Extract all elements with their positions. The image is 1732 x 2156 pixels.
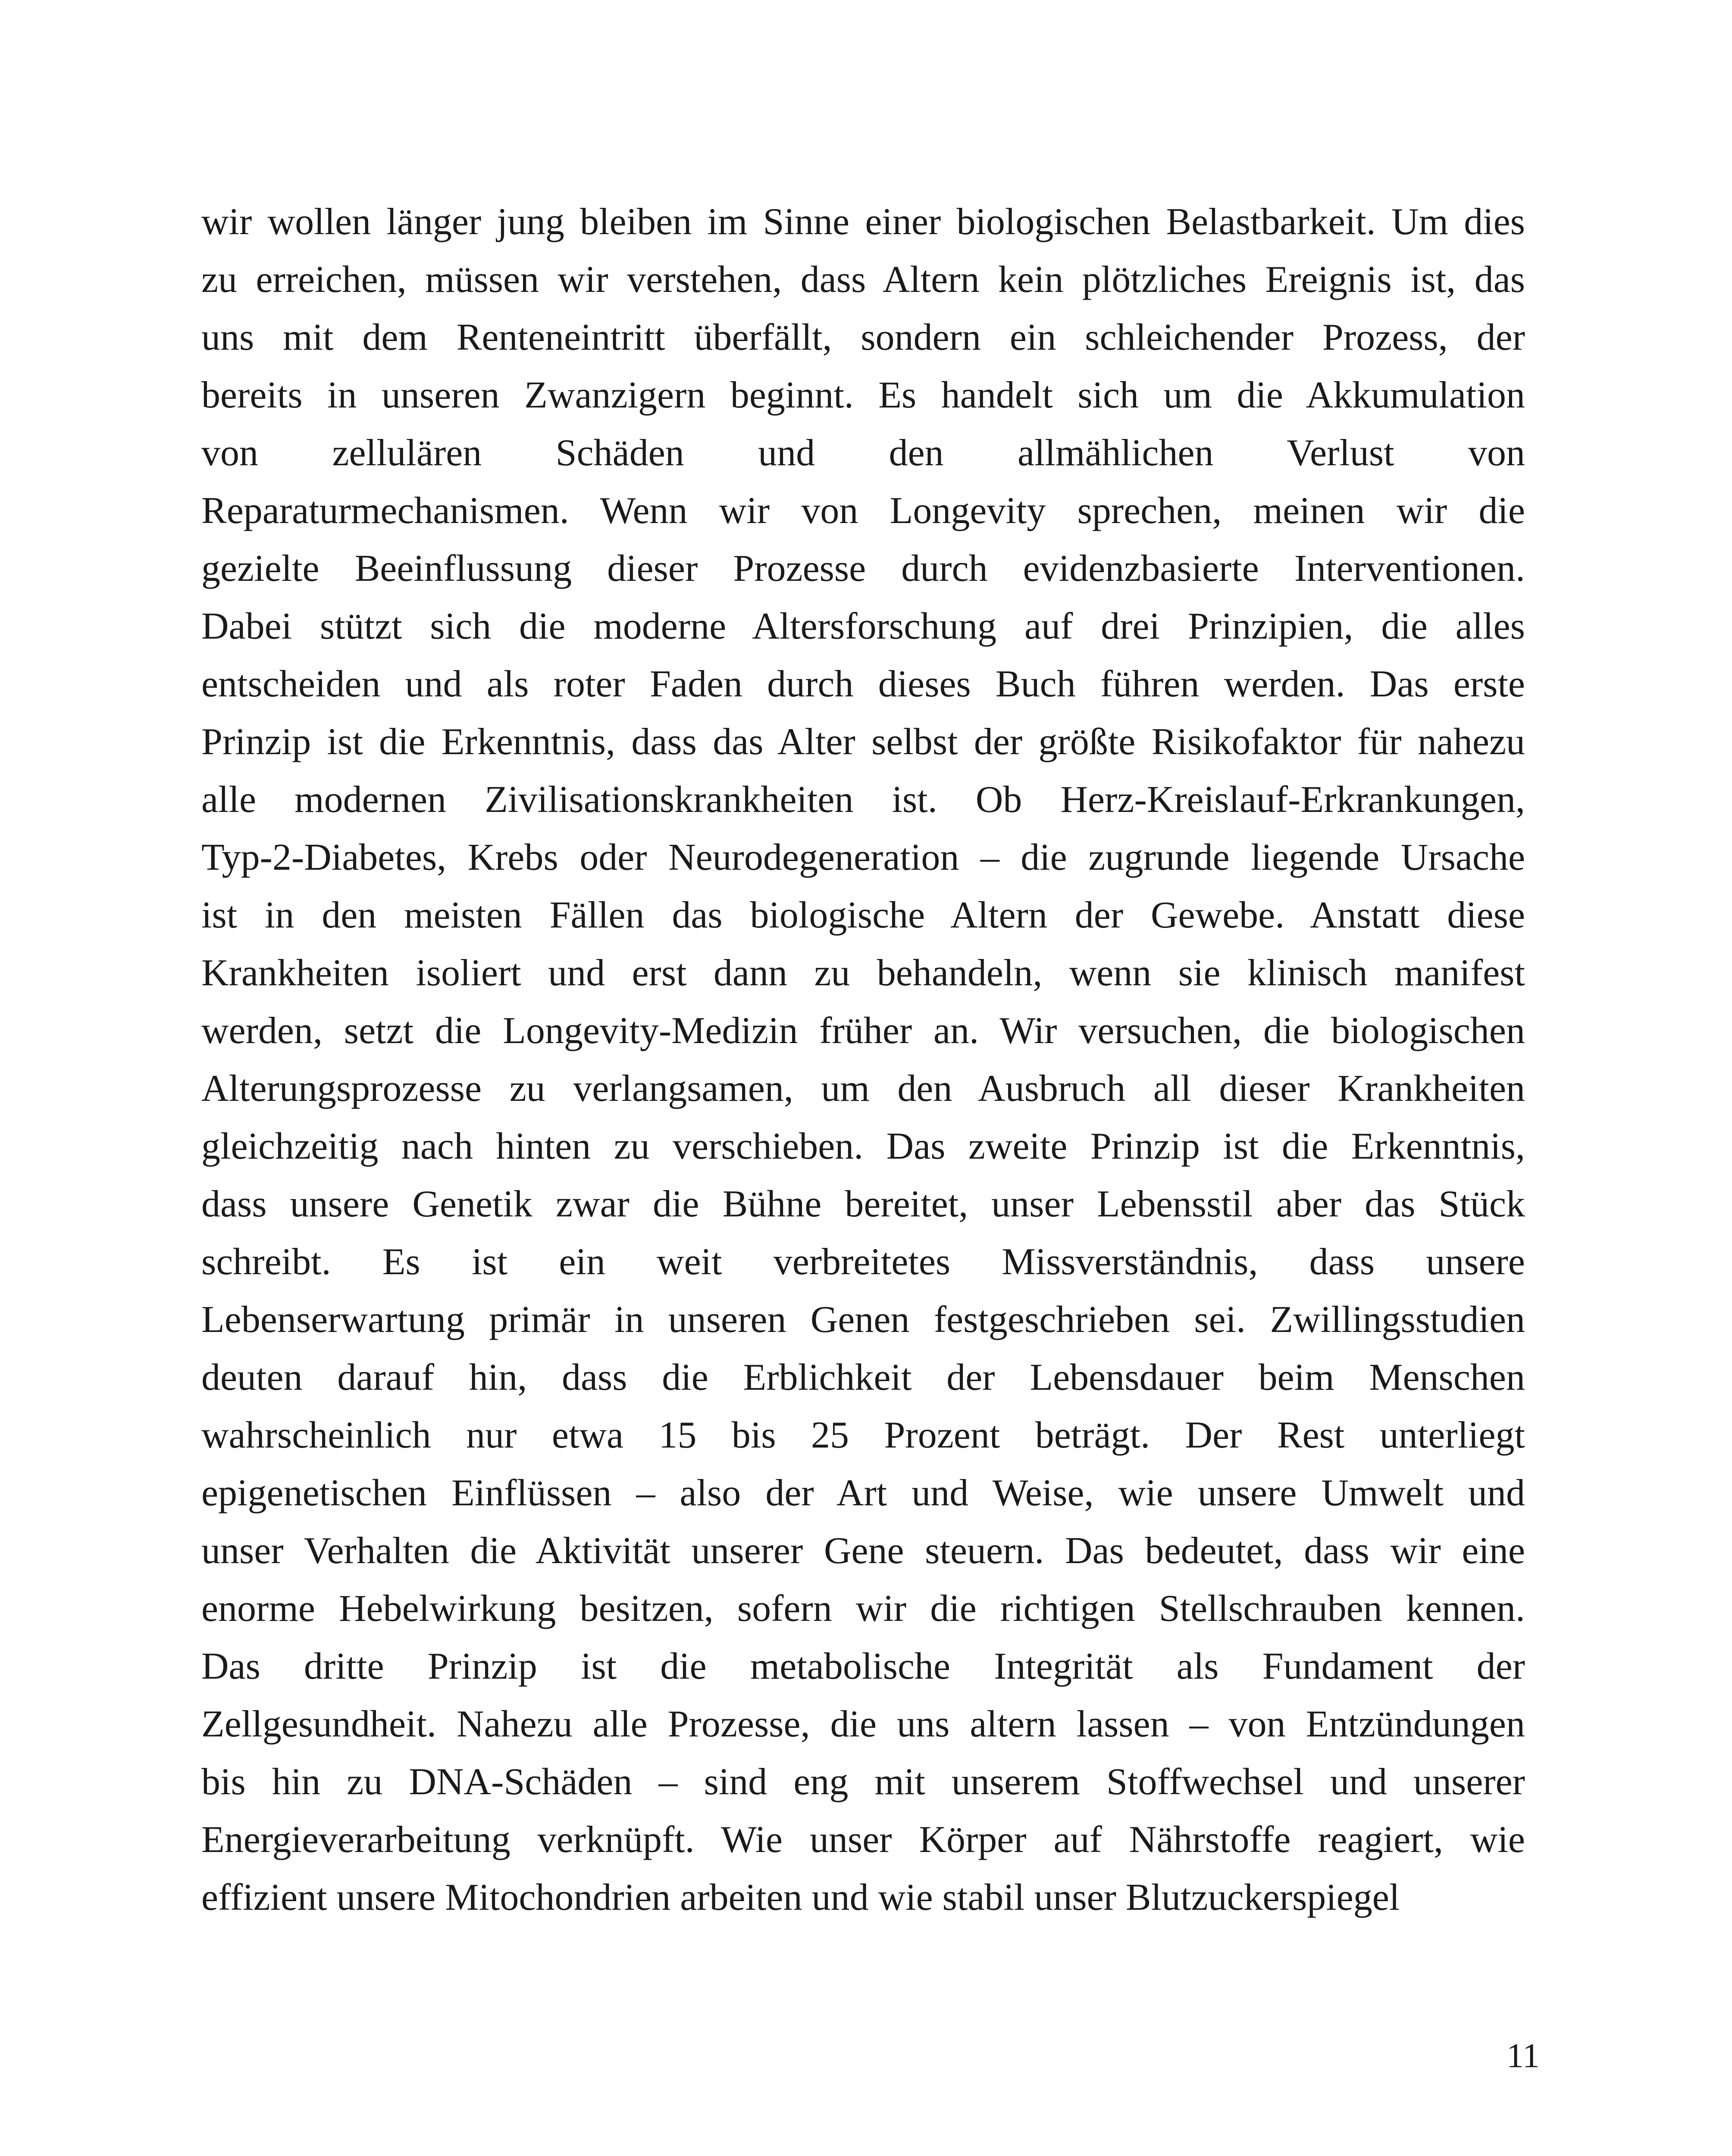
text-line: gezielte Beeinflussung dieser Prozesse durch evidenzbasierte Interventionen. [201, 548, 1525, 589]
text-line: Energieverarbeitung verknüpft. Wie unser Körper auf Nährstoffe reagiert, wie [201, 1819, 1525, 1861]
text-line: bis hin zu DNA-Schäden – sind eng mit unserem Stoffwechsel und unserer [201, 1761, 1525, 1803]
text-line: Lebenserwartung primär in unseren Genen festgeschrieben sei. Zwillingsstudien [201, 1299, 1525, 1341]
text-line: Das dritte Prinzip ist die metabolische Integrität als Fundament der [201, 1645, 1525, 1687]
text-line: unser Verhalten die Aktivität unserer Gene steuern. Das bedeutet, dass wir eine [201, 1530, 1525, 1572]
text-line: epigenetischen Einflüssen – also der Art und Weise, wie unsere Umwelt und [201, 1472, 1525, 1514]
text-line: alle modernen Zivilisationskrankheiten ist. Ob Herz-Kreislauf-Erkrankungen, [201, 779, 1525, 821]
text-line: Krankheiten isoliert und erst dann zu behandeln, wenn sie klinisch manifest [201, 952, 1525, 994]
text-line: ist in den meisten Fällen das biologische Altern der Gewebe. Anstatt diese [201, 894, 1525, 936]
text-line: schreibt. Es ist ein weit verbreitetes Missverständnis, dass unsere [201, 1241, 1525, 1283]
text-line: Dabei stützt sich die moderne Altersforschung auf drei Prinzipien, die alles [201, 605, 1525, 647]
text-line: Reparaturmechanismen. Wenn wir von Longevity sprechen, meinen wir die [201, 490, 1525, 532]
text-line: Prinzip ist die Erkenntnis, dass das Alter selbst der größte Risikofaktor für nahezu [201, 721, 1525, 763]
text-line: Zellgesundheit. Nahezu alle Prozesse, die uns altern lassen – von Entzündungen [201, 1703, 1525, 1745]
text-line: dass unsere Genetik zwar die Bühne bereitet, unser Lebensstil aber das Stück [201, 1183, 1525, 1225]
text-line: wir wollen länger jung bleiben im Sinne einer biologischen Belastbarkeit. Um dies [201, 201, 1525, 243]
text-line: wahrscheinlich nur etwa 15 bis 25 Prozent beträgt. Der Rest unterliegt [201, 1414, 1525, 1456]
text-line: werden, setzt die Longevity-Medizin früher an. Wir versuchen, die biologischen [201, 1010, 1525, 1052]
body-paragraph [201, 193, 1525, 1927]
text-line: zu erreichen, müssen wir verstehen, dass Altern kein plötzliches Ereignis ist, das [201, 259, 1525, 301]
text-line: enorme Hebelwirkung besitzen, sofern wir die richtigen Stellschrauben kennen. [201, 1588, 1525, 1630]
page-number: 11 [1506, 2037, 1540, 2075]
text-line: effizient unsere Mitochondrien arbeiten und wie stabil unser Blutzuckerspiegel [201, 1877, 1400, 1918]
text-line: gleichzeitig nach hinten zu verschieben. Das zweite Prinzip ist die Erkenntnis, [201, 1125, 1525, 1167]
text-line: uns mit dem Renteneintritt überfällt, sondern ein schleichender Prozess, der [201, 317, 1525, 358]
text-line: deuten darauf hin, dass die Erblichkeit der Lebensdauer beim Menschen [201, 1357, 1525, 1398]
text-line: Typ-2-Diabetes, Krebs oder Neurodegeneration – die zugrunde liegende Ursache [201, 837, 1525, 878]
text-line: bereits in unseren Zwanzigern beginnt. Es handelt sich um die Akkumulation [201, 374, 1525, 416]
text-line: entscheiden und als roter Faden durch dieses Buch führen werden. Das erste [201, 663, 1525, 705]
text-line: von zellulären Schäden und den allmählichen Verlust von [201, 432, 1525, 474]
text-line: Alterungsprozesse zu verlangsamen, um den Ausbruch all dieser Krankheiten [201, 1068, 1525, 1109]
